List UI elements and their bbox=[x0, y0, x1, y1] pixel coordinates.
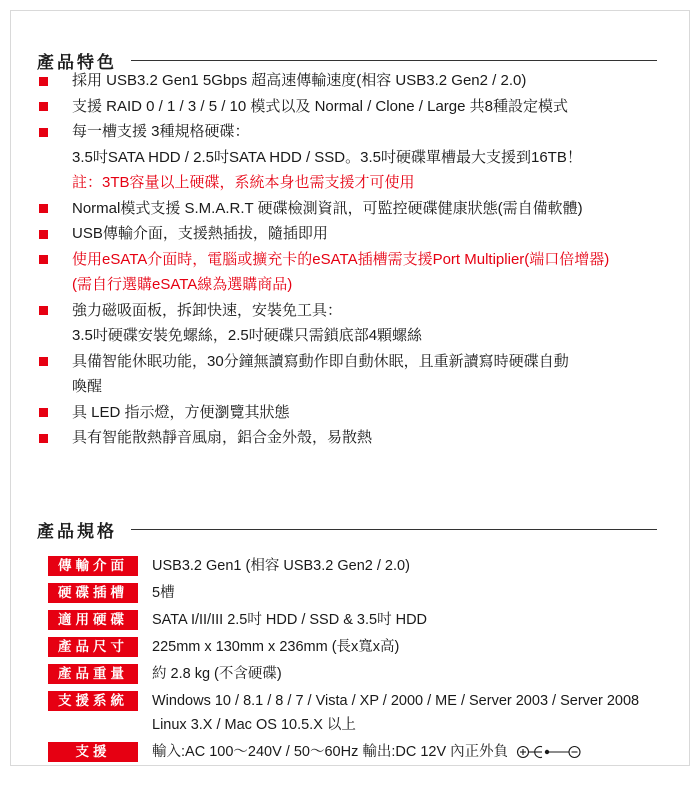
feature-text: (需自行選購eSATA線為選購商品) bbox=[72, 276, 293, 293]
specs-section-title: 產品規格 bbox=[37, 522, 117, 541]
bullet-square-icon bbox=[39, 357, 48, 366]
spec-value: 輸入:AC 100～240V / 50～60Hz 輸出:DC 12V 內正外負 bbox=[152, 744, 509, 760]
feature-text: 具 LED 指示燈，方便瀏覽其狀態 bbox=[72, 403, 290, 421]
spec-value: USB3.2 Gen1 (相容 USB3.2 Gen2 / 2.0) bbox=[152, 558, 410, 574]
product-sheet bbox=[10, 10, 690, 766]
spec-label: 傳輸介面 bbox=[48, 556, 138, 576]
spec-row bbox=[48, 635, 678, 659]
spec-value: 5槽 bbox=[152, 585, 175, 601]
bullet-square-icon bbox=[39, 204, 48, 213]
feature-item-highlight bbox=[37, 247, 677, 298]
spec-value: SATA I/II/III 2.5吋 HDD / SSD & 3.5吋 HDD bbox=[152, 612, 428, 628]
bullet-square-icon bbox=[39, 230, 48, 239]
spec-label: 適用硬碟 bbox=[48, 610, 138, 630]
bullet-square-icon bbox=[39, 128, 48, 137]
spec-row bbox=[48, 581, 678, 605]
bullet-square-icon bbox=[39, 77, 48, 86]
feature-item bbox=[37, 68, 677, 94]
feature-item bbox=[37, 298, 677, 349]
center-positive-polarity-icon bbox=[516, 745, 582, 759]
section-divider bbox=[131, 529, 657, 530]
spec-row bbox=[48, 662, 678, 686]
specs-section-header bbox=[37, 517, 657, 542]
spec-label: 支援 bbox=[48, 742, 138, 762]
feature-text: 採用 USB3.2 Gen1 5Gbps 超高速傳輸速度(相容 USB3.2 Gen2 / 2.0) bbox=[72, 72, 527, 89]
feature-text: Normal模式支援 S.M.A.R.T 硬碟檢測資訊，可監控硬碟健康狀態(需自備軟體) bbox=[72, 199, 583, 217]
spec-label: 支援系統 bbox=[48, 691, 138, 711]
spec-label: 產品重量 bbox=[48, 664, 138, 684]
feature-text: 具備智能休眠功能，30分鐘無讀寫動作即自動休眠，且重新讀寫時硬碟自動 bbox=[72, 352, 569, 370]
bullet-square-icon bbox=[39, 306, 48, 315]
spec-row bbox=[48, 689, 678, 737]
features-section-title: 產品特色 bbox=[37, 53, 117, 72]
bullet-square-icon bbox=[39, 408, 48, 417]
bullet-square-icon bbox=[39, 102, 48, 111]
feature-item bbox=[37, 94, 677, 120]
bullet-square-icon bbox=[39, 255, 48, 264]
feature-text: 3.5吋硬碟安裝免螺絲，2.5吋硬碟只需鎖底部4顆螺絲 bbox=[72, 327, 423, 344]
spec-label: 硬碟插槽 bbox=[48, 583, 138, 603]
feature-text: 3.5吋SATA HDD / 2.5吋SATA HDD / SSD。3.5吋硬碟單槽最大支援到16TB！ bbox=[72, 148, 582, 166]
feature-text: 支援 RAID 0 / 1 / 3 / 5 / 10 模式以及 Normal / Clone / Large 共8種設定模式 bbox=[72, 97, 568, 115]
feature-item bbox=[37, 196, 677, 222]
spec-row bbox=[48, 608, 678, 632]
spec-value: 約 2.8 kg (不含硬碟) bbox=[152, 666, 282, 682]
feature-text: 使用eSATA介面時，電腦或擴充卡的eSATA插槽需支援Port Multiplier(端口倍增器) bbox=[72, 250, 610, 268]
feature-item bbox=[37, 400, 677, 426]
feature-text: 具有智能散熱靜音風扇，鋁合金外殼，易散熱 bbox=[72, 429, 373, 446]
feature-text: 喚醒 bbox=[72, 378, 103, 395]
spec-value: 225mm x 130mm x 236mm (長x寬x高) bbox=[152, 639, 400, 655]
spec-value: Linux 3.X / Mac OS 10.5.X 以上 bbox=[152, 717, 356, 733]
bullet-square-icon bbox=[39, 434, 48, 443]
section-divider bbox=[131, 60, 657, 61]
feature-item bbox=[37, 349, 677, 400]
feature-text: 強力磁吸面板，拆卸快速，安裝免工具： bbox=[72, 301, 343, 319]
feature-note: 註：3TB容量以上硬碟，系統本身也需支援才可使用 bbox=[72, 174, 415, 191]
spec-table bbox=[48, 554, 678, 767]
spec-value: Windows 10 / 8.1 / 8 / 7 / Vista / XP / 2000 / ME / Server 2003 / Server 2008 bbox=[152, 693, 640, 709]
feature-text: USB傳輸介面，支援熱插拔，隨插即用 bbox=[72, 225, 328, 242]
feature-item bbox=[37, 425, 677, 451]
feature-list bbox=[37, 68, 677, 451]
spec-row bbox=[48, 740, 678, 764]
feature-text: 每一槽支援 3種規格硬碟： bbox=[72, 123, 250, 140]
feature-item bbox=[37, 221, 677, 247]
feature-item bbox=[37, 119, 677, 196]
spec-row bbox=[48, 554, 678, 578]
spec-label: 產品尺寸 bbox=[48, 637, 138, 657]
